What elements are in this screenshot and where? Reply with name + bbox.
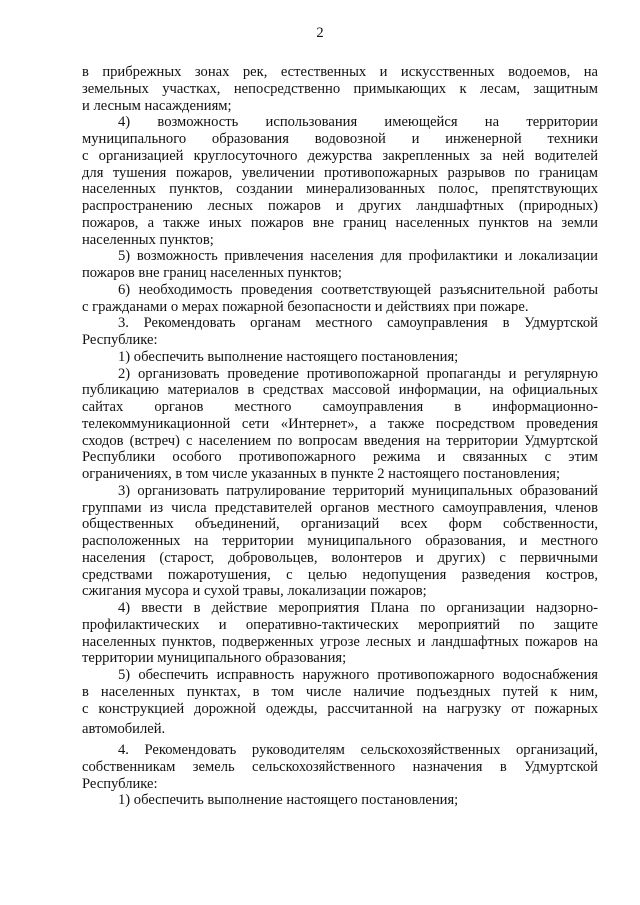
text-line: населенных пунктов, создании минерализованных полос, препятствующих xyxy=(82,181,598,198)
text-line: Республике: xyxy=(82,775,158,792)
text-line: 4) возможность использования имеющейся на территории xyxy=(118,114,598,131)
text-line: 3. Рекомендовать органам местного самоуправления в Удмуртской xyxy=(118,315,598,332)
text-line: населенных пунктов, подверженных угрозе лесных и ландшафтных пожаров на xyxy=(82,633,598,650)
text-line: в прибрежных зонах рек, естественных и искусственных водоемов, на xyxy=(82,64,598,80)
text-line: и лесным насаждениям; xyxy=(82,97,232,114)
text-line: в населенных пунктах, в том числе наличие подъездных путей к ним, xyxy=(82,683,598,700)
text-line: Республике: xyxy=(82,332,158,348)
text-line: автомобилей. xyxy=(82,721,166,738)
text-line: с организацией круглосуточного дежурства закрепленных за ней водителей xyxy=(82,147,598,164)
text-line: территории муниципального образования; xyxy=(82,650,347,667)
text-line: 1) обеспечить выполнение настоящего постановления; xyxy=(118,792,459,809)
page-number: 2 xyxy=(316,25,324,41)
text-line: 2) организовать проведение противопожарной пропаганды и регулярную xyxy=(118,365,598,382)
text-line: 5) обеспечить исправность наружного противопожарного водоснабжения xyxy=(118,667,598,683)
text-line: пожаров, а также иных пожаров вне границ населенных пунктов на земли xyxy=(82,214,598,231)
text-line: 4) ввести в действие мероприятия Плана по организации надзорно- xyxy=(118,600,598,616)
text-line: пожаров вне границ населенных пунктов; xyxy=(82,265,342,281)
document-body xyxy=(82,64,598,809)
text-line: 1) обеспечить выполнение настоящего постановления; xyxy=(118,348,459,365)
text-line: населения (старост, добровольцев, волонтеров и других) с первичными xyxy=(82,549,598,566)
text-line: ограничениях, в том числе указанных в пункте 2 настоящего постановления; xyxy=(82,466,561,482)
text-line: для тушения пожаров, увеличении противопожарных разрывов по границам xyxy=(82,164,598,181)
text-line: распространению лесных пожаров и других ландшафтных (природных) xyxy=(82,198,598,214)
text-line: 3) организовать патрулирование территорий муниципальных образований xyxy=(118,482,598,499)
text-line: группами из числа представителей органов местного самоуправления, членов xyxy=(82,499,598,516)
text-line: собственникам земель сельскохозяйственного назначения в Удмуртской xyxy=(82,758,598,775)
text-line: земельных участках, непосредственно примыкающих к лесам, защитным xyxy=(82,80,598,97)
text-line: сходов (встреч) с населением по вопросам введения на территории Удмуртской xyxy=(82,432,598,449)
text-line: публикацию материалов в средствах массовой информации, на официальных xyxy=(82,382,598,399)
text-line: с гражданами о мерах пожарной безопасности и действиях при пожаре. xyxy=(82,298,529,315)
text-line: 5) возможность привлечения населения для профилактики и локализации xyxy=(118,248,598,265)
text-line: с конструкцией дорожной одежды, рассчитанной на нагрузку от пожарных xyxy=(82,700,598,717)
text-line: средствами пожаротушения, с целью недопущения разведения костров, xyxy=(82,566,598,583)
text-line: Республики особого противопожарного режима и связанных с этим xyxy=(82,449,598,466)
text-line: телекоммуникационной сети «Интернет», а также посредством проведения xyxy=(82,415,598,432)
text-line: профилактических и оперативно-тактических мероприятий по защите xyxy=(82,616,598,633)
text-line: населенных пунктов; xyxy=(82,231,214,248)
text-line: 6) необходимость проведения соответствующей разъяснительной работы xyxy=(118,281,598,298)
text-line: сайтах органов местного самоуправления в информационно- xyxy=(82,399,598,415)
text-line: общественных объединений, организаций всех форм собственности, xyxy=(82,516,598,533)
text-line: муниципального образования водовозной и инженерной техники xyxy=(82,131,598,147)
text-line: 4. Рекомендовать руководителям сельскохозяйственных организаций, xyxy=(118,742,598,758)
text-line: расположенных на территории муниципального образования, и местного xyxy=(82,533,598,549)
text-line: сжигания мусора и сухой травы, локализации пожаров; xyxy=(82,583,427,600)
